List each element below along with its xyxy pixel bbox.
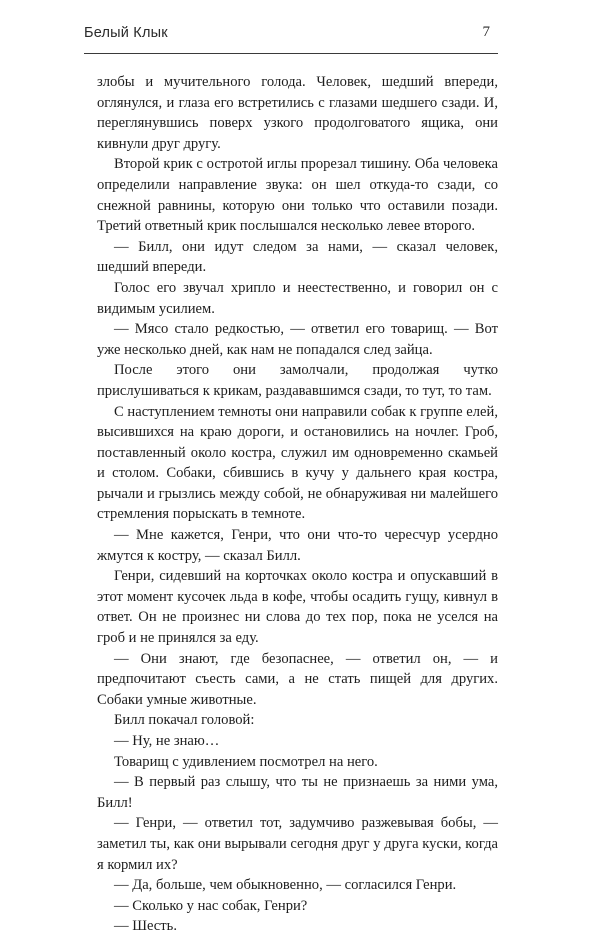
paragraph: — В первый раз слышу, что ты не признаешь за ними ума, Билл! — [97, 774, 498, 811]
paragraph: — Сколько у нас собак, Генри? — [114, 897, 308, 914]
header-rule — [84, 53, 498, 54]
paragraph: — Шесть. — [114, 918, 177, 935]
paragraph: злобы и мучительного голода. Человек, шедший впереди, оглянулся, и глаза его встретились с глазами шедшего сзади. И, переглянувшись поверх узкого продолговатого ящика, они кивнули друг другу. — [97, 74, 498, 152]
page-text — [97, 72, 498, 937]
paragraph: Генри, сидевший на корточках около костра и опускавший в этот момент кусочек льда в кофе, чтобы осадить гущу, кивнул в ответ. Он не произнес ни слова до тех пор, пока не уселся на гроб и не принялся за еду. — [97, 568, 498, 647]
paragraph: Товарищ с удивлением посмотрел на него. — [114, 753, 378, 770]
paragraph: — Билл, они идут следом за нами, — сказал человек, шедший впереди. — [97, 238, 498, 276]
paragraph: — Ну, не знаю… — [114, 733, 220, 749]
paragraph: — Генри, — ответил тот, задумчиво разжевывая бобы, — заметил ты, как они вырывали сегодня друг у друга куски, когда я кормил их? — [97, 815, 498, 873]
paragraph: Билл покачал головой: — [114, 712, 255, 729]
paragraph: Второй крик с остротой иглы прорезал тишину. Оба человека определили направление звука: он шел откуда-то сзади, со снежной равнины, которую они только что оставили позади. Третий ответный крик послышался несколько левее второго. — [97, 156, 498, 235]
paragraph: — Мне кажется, Генри, что они что-то чересчур усердно жмутся к костру, — сказал Билл. — [97, 527, 498, 564]
paragraph: Голос его звучал хрипло и неестественно, и говорил он с видимым усилием. — [97, 279, 498, 317]
paragraph: — Они знают, где безопаснее, — ответил он, — и предпочитают съесть сами, а не стать пищей для других. Собаки умные животные. — [97, 650, 498, 708]
paragraph: — Мясо стало редкостью, — ответил его товарищ. — Вот уже несколько дней, как нам не попадался след зайца. — [97, 321, 498, 358]
running-head — [84, 25, 494, 49]
book-title: Белый Клык — [84, 25, 168, 41]
page-number: 7 — [482, 24, 490, 40]
paragraph: — Да, больше, чем обыкновенно, — согласился Генри. — [114, 877, 457, 894]
paragraph: С наступлением темноты они направили собак к группе елей, высившихся на краю дороги, и остановились на ночлег. Гроб, поставленный около костра, служил им одновременно скамьей и столом. Собаки, сбившись в кучу у дальнего края костра, рычали и грызлись между собой, не обнаруживая ни малейшего стремления порыскать в темноте. — [97, 403, 498, 523]
paragraph: После этого они замолчали, продолжая чутко прислушиваться к крикам, раздававшимся сзади, то тут, то там. — [97, 362, 498, 399]
